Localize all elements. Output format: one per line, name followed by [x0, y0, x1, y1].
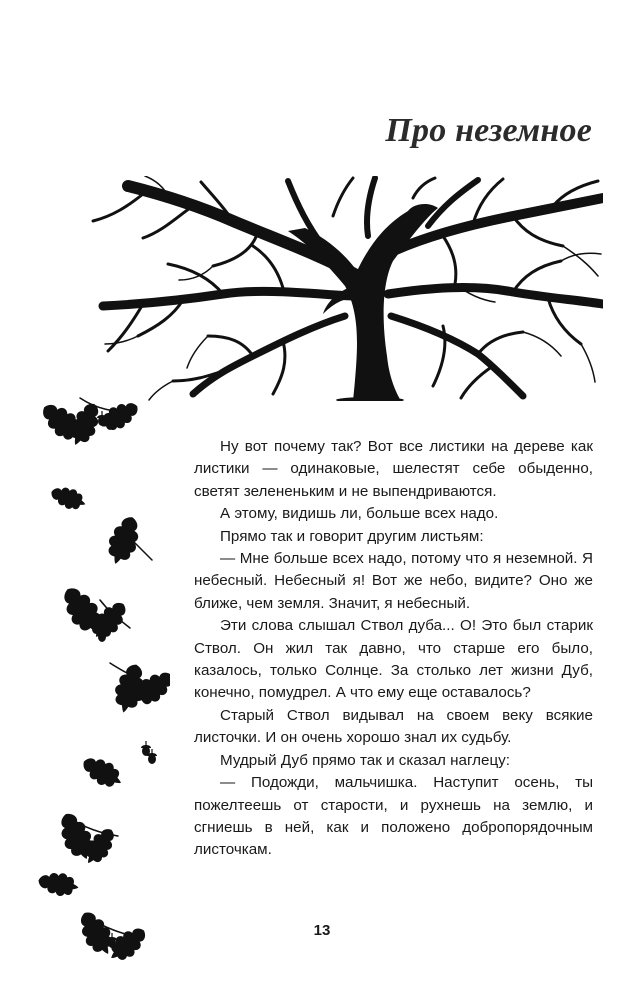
paragraph: Ну вот почему так? Вот все листики на дереве как листики — одинаковые, шелестят себе обыденно, светят зелененьким и не выпендриваются.: [194, 438, 593, 500]
paragraph: Эти слова слышал Ствол дуба... О! Это был старик Ствол. Он жил так давно, что старше его было, казалось, только Солнце. За столько лет жизни Дуб, конечно, помудрел. А что ему еще оставалось?: [194, 617, 593, 702]
page-number: 13: [313, 922, 331, 939]
paragraph: Прямо так и говорит другим листьям:: [220, 527, 484, 545]
oak-leaves-branch-icon: [30, 388, 170, 968]
story-text: [194, 436, 593, 862]
page-title: Про неземное: [385, 112, 592, 149]
paragraph: — Подожди, мальчишка. Наступит осень, ты пожелтеешь от старости, и рухнешь на землю, и сгниешь в ней, как и положено добропорядочным листочкам.: [194, 774, 593, 859]
paragraph: А этому, видишь ли, больше всех надо.: [220, 505, 499, 523]
paragraph: — Мне больше всех надо, потому что я неземной. Я небесный. Небесный я! Вот же небо, видите? Оно же ближе, чем земля. Значит, я небесный.: [194, 550, 593, 612]
paragraph: Мудрый Дуб прямо так и сказал наглецу:: [220, 751, 510, 769]
oak-tree-icon: [83, 176, 603, 401]
paragraph: Старый Ствол видывал на своем веку всякие листочки. И он очень хорошо знал их судьбу.: [194, 706, 593, 747]
